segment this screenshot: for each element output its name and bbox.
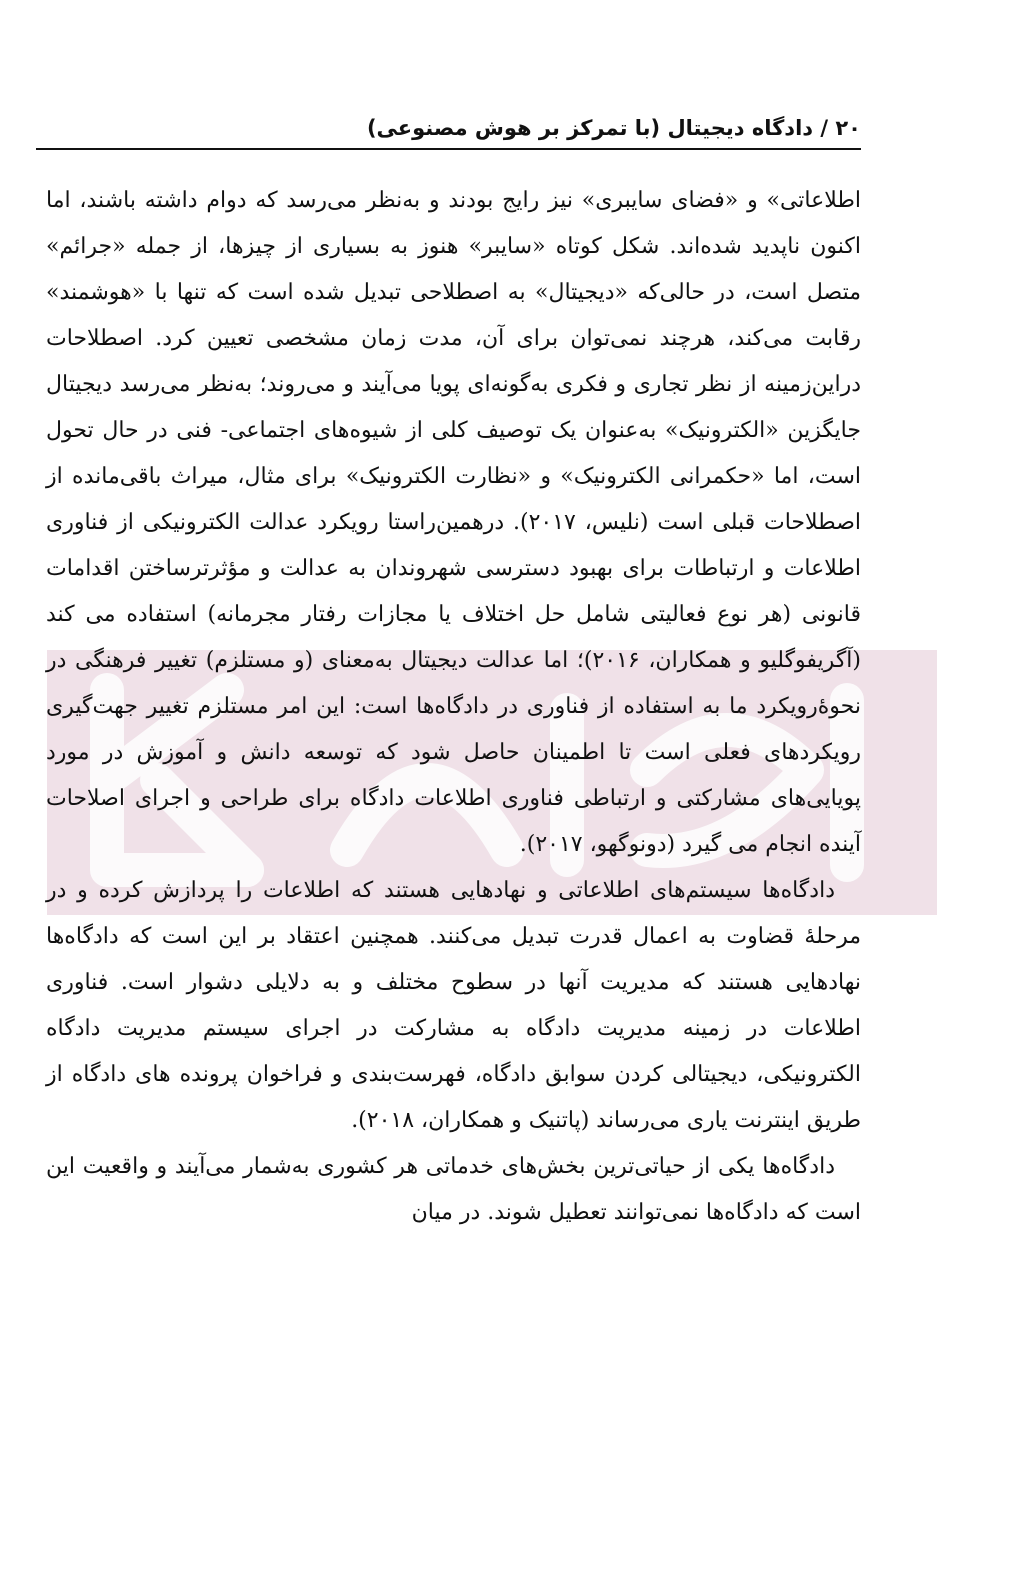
body-text: [46, 178, 861, 1236]
paragraph-1: اطلاعاتی» و «فضای سایبری» نیز رایج بودند و به‌نظر می‌رسد که دوام داشته باشند، اما اکنون ناپدید شده‌اند. شکل کوتاه «سایبر» هنوز به بسیاری از چیزها، از جمله «جرائم» متصل است، در حالی‌که «دیجیتال» به اصطلاحی تبدیل شده است که تنها با «هوشمند» رقابت می‌کند، هرچند نمی‌توان برای آن، مدت زمان مشخصی تعیین کرد. اصطلاحات دراین‌زمینه از نظر تجاری و فکری به‌گونه‌ای پویا می‌آیند و می‌روند؛ به‌نظر می‌رسد دیجیتال جایگزین «الکترونیک» به‌عنوان یک توصیف کلی از شیوه‌های اجتماعی- فنی در حال تحول است، اما «حکمرانی الکترونیک» و «نظارت الکترونیک» برای مثال، میراث باقی‌مانده از اصطلاحات قبلی است (نلیس، ۲۰۱۷). درهمین‌راستا رویکرد عدالت الکترونیکی از فناوری اطلاعات و ارتباطات برای بهبود دسترسی شهروندان به عدالت و مؤثرتر‌ساختن اقدامات قانونی (هر نوع فعالیتی شامل حل اختلاف یا مجازات رفتار مجرمانه) استفاده می کند (آگریفوگلیو و همکاران، ۲۰۱۶)؛ اما عدالت دیجیتال به‌معنای (و مستلزم) تغییر فرهنگی در نحوهٔ‌رویکرد ما به استفاده از فناوری در دادگاه‌ها است: این امر مستلزم تغییر جهت‌گیری رویکردهای فعلی است تا اطمینان حاصل شود که توسعه دانش و آموزش در مورد پویایی‌های مشارکتی و ارتباطی فناوری اطلاعات دادگاه برای طراحی و اجرای اصلاحات آینده انجام می گیرد (دونوگهو، ۲۰۱۷).: [46, 188, 861, 857]
paragraph-3: دادگاه‌ها یکی از حیاتی‌ترین بخش‌های خدماتی هر کشوری به‌شمار می‌آیند و واقعیت این است که دادگاه‌ها نمی‌توانند تعطیل شوند. در میان: [46, 1154, 861, 1225]
paragraph-2: دادگاه‌ها سیستم‌های اطلاعاتی و نهادهایی هستند که اطلاعات را پردازش کرده و در مرحلهٔ قضاوت به اعمال قدرت تبدیل می‌کنند. همچنین اعتقاد بر این است که دادگاه‌ها نهادهایی هستند که مدیریت آنها در سطوح مختلف و به دلایلی دشوار است. فناوری اطلاعات در زمینه مدیریت دادگاه به مشارکت در اجرای سیستم مدیریت دادگاه الکترونیکی، دیجیتالی کردن سوابق دادگاه، فهرست‌بندی و فراخوان پرونده های دادگاه از طریق اینترنت یاری می‌رساند (پاتنیک و همکاران، ۲۰۱۸).: [46, 878, 861, 1133]
page-header: [36, 112, 861, 150]
running-header-title: ۲۰ / دادگاه دیجیتال (با تمرکز بر هوش مصنوعی): [366, 116, 861, 140]
